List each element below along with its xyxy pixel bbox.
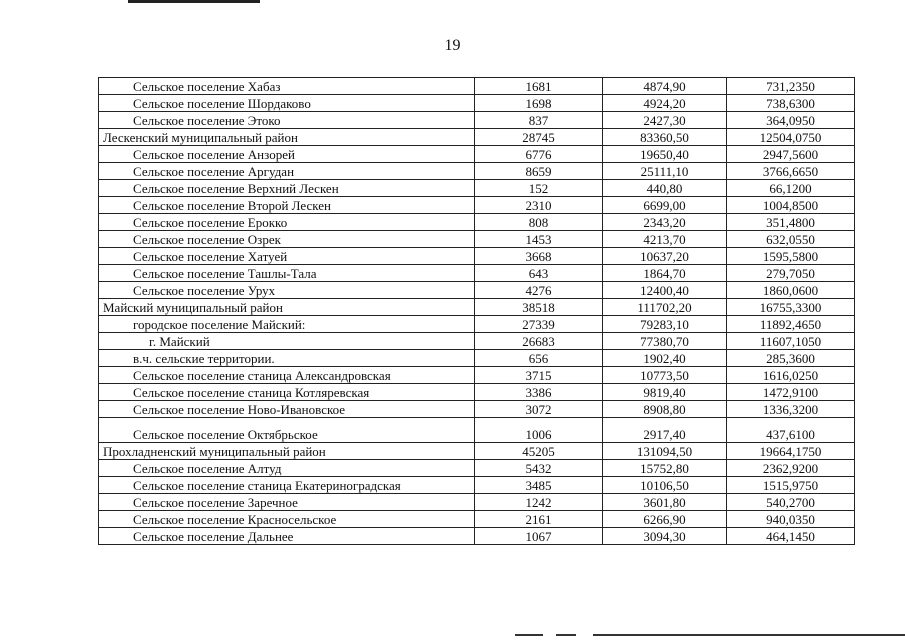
settlement-name-cell: Сельское поселение Красносельское [99, 511, 475, 528]
settlement-name-cell: Сельское поселение Ташлы-Тала [99, 265, 475, 282]
population-cell: 5432 [475, 460, 603, 477]
population-cell: 3386 [475, 384, 603, 401]
value-cell: 4924,20 [603, 95, 727, 112]
settlement-name-cell: Прохладненский муниципальный район [99, 443, 475, 460]
amount-cell: 12504,0750 [727, 129, 855, 146]
population-cell: 1067 [475, 528, 603, 545]
page-number: 19 [444, 37, 461, 54]
table-row [99, 180, 855, 197]
population-cell: 6776 [475, 146, 603, 163]
table-row [99, 265, 855, 282]
value-cell: 111702,20 [603, 299, 727, 316]
top-edge-rule [128, 0, 260, 3]
settlement-name-cell: Сельское поселение Урух [99, 282, 475, 299]
amount-cell: 279,7050 [727, 265, 855, 282]
settlement-name-cell: Лескенский муниципальный район [99, 129, 475, 146]
value-cell: 12400,40 [603, 282, 727, 299]
table-body [99, 78, 855, 545]
amount-cell: 738,6300 [727, 95, 855, 112]
value-cell: 9819,40 [603, 384, 727, 401]
amount-cell: 1616,0250 [727, 367, 855, 384]
population-cell: 643 [475, 265, 603, 282]
amount-cell: 11607,1050 [727, 333, 855, 350]
table-row [99, 333, 855, 350]
amount-cell: 19664,1750 [727, 443, 855, 460]
value-cell: 2427,30 [603, 112, 727, 129]
value-cell: 15752,80 [603, 460, 727, 477]
population-cell: 4276 [475, 282, 603, 299]
settlement-name-cell: Сельское поселение Второй Лескен [99, 197, 475, 214]
value-cell: 4213,70 [603, 231, 727, 248]
population-cell: 26683 [475, 333, 603, 350]
amount-cell: 731,2350 [727, 78, 855, 95]
population-cell: 2310 [475, 197, 603, 214]
value-cell: 3094,30 [603, 528, 727, 545]
table-row [99, 78, 855, 95]
value-cell: 8908,80 [603, 401, 727, 418]
table-row [99, 197, 855, 214]
value-cell: 10773,50 [603, 367, 727, 384]
settlement-name-cell: Сельское поселение станица Екатериноградская [99, 477, 475, 494]
settlement-name-cell: Сельское поселение Ново-Ивановское [99, 401, 475, 418]
value-cell: 2917,40 [603, 418, 727, 443]
value-cell: 77380,70 [603, 333, 727, 350]
table-row [99, 443, 855, 460]
value-cell: 2343,20 [603, 214, 727, 231]
amount-cell: 940,0350 [727, 511, 855, 528]
table-row [99, 299, 855, 316]
amount-cell: 1004,8500 [727, 197, 855, 214]
value-cell: 131094,50 [603, 443, 727, 460]
bottom-edge-rule [593, 634, 905, 636]
table-row [99, 350, 855, 367]
table-row [99, 146, 855, 163]
amount-cell: 285,3600 [727, 350, 855, 367]
settlement-name-cell: Сельское поселение Алтуд [99, 460, 475, 477]
population-cell: 3668 [475, 248, 603, 265]
settlement-name-cell: Сельское поселение Дальнее [99, 528, 475, 545]
table-row [99, 418, 855, 443]
value-cell: 6266,90 [603, 511, 727, 528]
amount-cell: 632,0550 [727, 231, 855, 248]
value-cell: 25111,10 [603, 163, 727, 180]
bottom-edge-rule [515, 634, 543, 636]
settlement-name-cell: Сельское поселение станица Александровская [99, 367, 475, 384]
settlement-name-cell: Сельское поселение Озрек [99, 231, 475, 248]
settlement-name-cell: Майский муниципальный район [99, 299, 475, 316]
settlement-name-cell: г. Майский [99, 333, 475, 350]
population-cell: 1681 [475, 78, 603, 95]
table-row [99, 316, 855, 333]
population-cell: 2161 [475, 511, 603, 528]
amount-cell: 1472,9100 [727, 384, 855, 401]
population-cell: 837 [475, 112, 603, 129]
bottom-edge-rule [556, 634, 576, 636]
settlement-name-cell: Сельское поселение станица Котляревская [99, 384, 475, 401]
table-row [99, 231, 855, 248]
amount-cell: 2362,9200 [727, 460, 855, 477]
table-row [99, 129, 855, 146]
table-row [99, 95, 855, 112]
population-cell: 3485 [475, 477, 603, 494]
population-cell: 808 [475, 214, 603, 231]
settlement-name-cell: городское поселение Майский: [99, 316, 475, 333]
settlement-name-cell: Сельское поселение Хабаз [99, 78, 475, 95]
population-cell: 3715 [475, 367, 603, 384]
population-cell: 27339 [475, 316, 603, 333]
table-row [99, 112, 855, 129]
population-cell: 1006 [475, 418, 603, 443]
amount-cell: 16755,3300 [727, 299, 855, 316]
table-row [99, 494, 855, 511]
value-cell: 1902,40 [603, 350, 727, 367]
settlement-name-cell: Сельское поселение Хатуей [99, 248, 475, 265]
settlement-name-cell: Сельское поселение Аргудан [99, 163, 475, 180]
population-cell: 8659 [475, 163, 603, 180]
population-table [98, 77, 855, 545]
population-cell: 3072 [475, 401, 603, 418]
amount-cell: 364,0950 [727, 112, 855, 129]
amount-cell: 1515,9750 [727, 477, 855, 494]
value-cell: 3601,80 [603, 494, 727, 511]
table-row [99, 460, 855, 477]
value-cell: 6699,00 [603, 197, 727, 214]
table-row [99, 401, 855, 418]
population-cell: 45205 [475, 443, 603, 460]
value-cell: 83360,50 [603, 129, 727, 146]
table-row [99, 214, 855, 231]
amount-cell: 2947,5600 [727, 146, 855, 163]
settlement-name-cell: в.ч. сельские территории. [99, 350, 475, 367]
value-cell: 4874,90 [603, 78, 727, 95]
settlement-name-cell: Сельское поселение Анзорей [99, 146, 475, 163]
table-row [99, 282, 855, 299]
settlement-name-cell: Сельское поселение Заречное [99, 494, 475, 511]
settlement-name-cell: Сельское поселение Этоко [99, 112, 475, 129]
table-row [99, 248, 855, 265]
value-cell: 440,80 [603, 180, 727, 197]
population-cell: 1698 [475, 95, 603, 112]
amount-cell: 351,4800 [727, 214, 855, 231]
amount-cell: 437,6100 [727, 418, 855, 443]
amount-cell: 66,1200 [727, 180, 855, 197]
settlement-name-cell: Сельское поселение Шордаково [99, 95, 475, 112]
amount-cell: 540,2700 [727, 494, 855, 511]
population-cell: 656 [475, 350, 603, 367]
population-cell: 1453 [475, 231, 603, 248]
value-cell: 10637,20 [603, 248, 727, 265]
table-row [99, 477, 855, 494]
table-row [99, 528, 855, 545]
value-cell: 1864,70 [603, 265, 727, 282]
table-row [99, 163, 855, 180]
amount-cell: 1860,0600 [727, 282, 855, 299]
amount-cell: 1595,5800 [727, 248, 855, 265]
table-row [99, 511, 855, 528]
population-cell: 152 [475, 180, 603, 197]
value-cell: 19650,40 [603, 146, 727, 163]
population-cell: 1242 [475, 494, 603, 511]
table-row [99, 384, 855, 401]
table-row [99, 367, 855, 384]
settlement-name-cell: Сельское поселение Октябрьское [99, 418, 475, 443]
population-cell: 38518 [475, 299, 603, 316]
amount-cell: 3766,6650 [727, 163, 855, 180]
population-cell: 28745 [475, 129, 603, 146]
settlement-name-cell: Сельское поселение Верхний Лескен [99, 180, 475, 197]
value-cell: 10106,50 [603, 477, 727, 494]
value-cell: 79283,10 [603, 316, 727, 333]
amount-cell: 464,1450 [727, 528, 855, 545]
amount-cell: 1336,3200 [727, 401, 855, 418]
amount-cell: 11892,4650 [727, 316, 855, 333]
settlement-name-cell: Сельское поселение Ерокко [99, 214, 475, 231]
